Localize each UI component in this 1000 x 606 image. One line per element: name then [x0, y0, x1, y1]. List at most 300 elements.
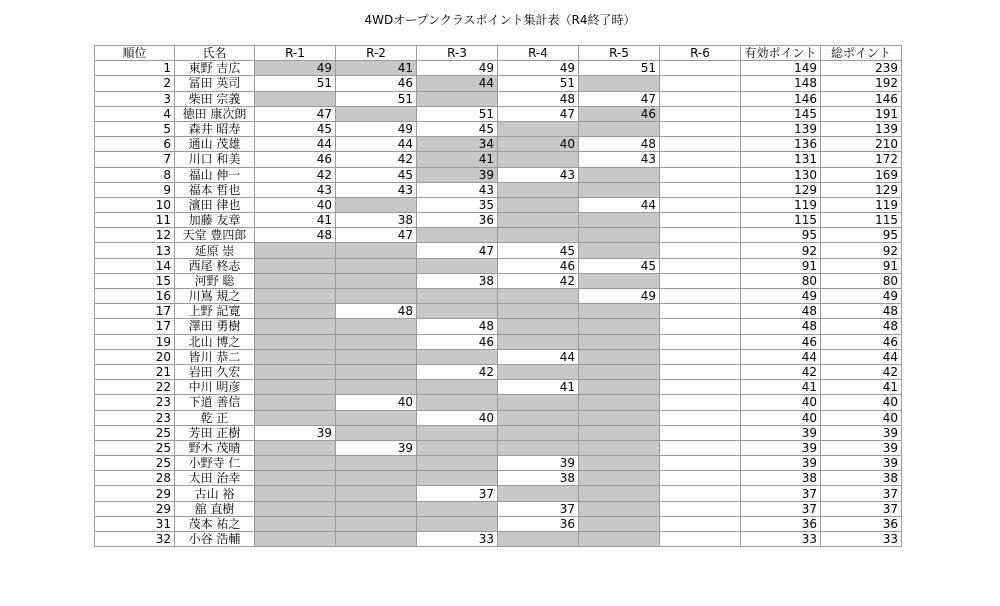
rank-cell: 9 [95, 182, 175, 197]
round-5-cell [579, 334, 660, 349]
round-1-cell: 46 [255, 152, 336, 167]
round-1-cell [255, 395, 336, 410]
round-6-cell [660, 319, 741, 334]
table-row [95, 76, 902, 91]
round-1-cell [255, 364, 336, 379]
round-6-cell [660, 258, 741, 273]
round-3-cell [417, 304, 498, 319]
round-3-cell: 43 [417, 182, 498, 197]
round-6-cell [660, 334, 741, 349]
rank-cell: 17 [95, 319, 175, 334]
effective-points-cell: 38 [741, 471, 821, 486]
round-4-cell: 43 [498, 167, 579, 182]
round-5-cell: 48 [579, 137, 660, 152]
round-3-cell: 44 [417, 76, 498, 91]
table-row [95, 106, 902, 121]
name-cell: 下道 善信 [175, 395, 255, 410]
round-2-cell [336, 532, 417, 547]
name-cell: 野木 茂晴 [175, 440, 255, 455]
round-3-cell: 33 [417, 532, 498, 547]
round-1-cell: 40 [255, 197, 336, 212]
round-6-cell [660, 456, 741, 471]
effective-points-cell: 41 [741, 380, 821, 395]
name-cell: 西尾 柊志 [175, 258, 255, 273]
total-points-cell: 129 [821, 182, 902, 197]
round-3-cell: 36 [417, 213, 498, 228]
effective-points-cell: 131 [741, 152, 821, 167]
total-points-cell: 48 [821, 304, 902, 319]
effective-points-cell: 40 [741, 410, 821, 425]
round-2-cell [336, 501, 417, 516]
name-cell: 小野寺 仁 [175, 456, 255, 471]
round-5-cell: 44 [579, 197, 660, 212]
round-1-cell: 39 [255, 425, 336, 440]
round-3-cell: 48 [417, 319, 498, 334]
round-3-cell: 38 [417, 273, 498, 288]
rank-cell: 23 [95, 410, 175, 425]
effective-points-cell: 119 [741, 197, 821, 212]
round-4-cell: 44 [498, 349, 579, 364]
header-row [95, 46, 902, 61]
table-row [95, 167, 902, 182]
round-6-cell [660, 243, 741, 258]
round-1-cell [255, 486, 336, 501]
round-6-cell [660, 61, 741, 76]
effective-points-cell: 48 [741, 319, 821, 334]
round-2-cell: 51 [336, 91, 417, 106]
name-cell: 森井 昭寿 [175, 121, 255, 136]
round-2-cell [336, 106, 417, 121]
rank-cell: 25 [95, 440, 175, 455]
table-row [95, 137, 902, 152]
round-3-cell: 45 [417, 121, 498, 136]
total-points-cell: 46 [821, 334, 902, 349]
round-1-cell: 42 [255, 167, 336, 182]
round-4-cell [498, 364, 579, 379]
effective-points-cell: 80 [741, 273, 821, 288]
name-cell: 濱田 律也 [175, 197, 255, 212]
round-2-cell [336, 349, 417, 364]
rank-cell: 20 [95, 349, 175, 364]
round-1-cell [255, 532, 336, 547]
round-2-cell: 48 [336, 304, 417, 319]
rank-cell: 31 [95, 516, 175, 531]
round-4-cell: 36 [498, 516, 579, 531]
round-4-cell [498, 289, 579, 304]
round-6-cell [660, 289, 741, 304]
round-5-cell [579, 319, 660, 334]
name-cell: 太田 治幸 [175, 471, 255, 486]
total-points-cell: 49 [821, 289, 902, 304]
round-6-cell [660, 364, 741, 379]
table-row [95, 334, 902, 349]
total-points-cell: 40 [821, 410, 902, 425]
effective-points-cell: 36 [741, 516, 821, 531]
rank-cell: 29 [95, 486, 175, 501]
round-6-cell [660, 273, 741, 288]
round-2-cell [336, 486, 417, 501]
effective-points-cell: 42 [741, 364, 821, 379]
name-cell: 福本 哲也 [175, 182, 255, 197]
table-row [95, 258, 902, 273]
round-5-cell: 47 [579, 91, 660, 106]
round-5-cell [579, 380, 660, 395]
rank-cell: 3 [95, 91, 175, 106]
total-points-cell: 139 [821, 121, 902, 136]
header-name: 氏名 [175, 46, 255, 61]
table-row [95, 228, 902, 243]
round-4-cell [498, 410, 579, 425]
round-2-cell: 41 [336, 61, 417, 76]
round-5-cell [579, 395, 660, 410]
round-6-cell [660, 76, 741, 91]
total-points-cell: 33 [821, 532, 902, 547]
round-3-cell [417, 456, 498, 471]
table-body [95, 61, 902, 547]
round-6-cell [660, 380, 741, 395]
round-1-cell [255, 91, 336, 106]
table-row [95, 273, 902, 288]
round-6-cell [660, 197, 741, 212]
round-5-cell [579, 228, 660, 243]
round-2-cell: 44 [336, 137, 417, 152]
rank-cell: 16 [95, 289, 175, 304]
total-points-cell: 210 [821, 137, 902, 152]
rank-cell: 8 [95, 167, 175, 182]
name-cell: 古山 裕 [175, 486, 255, 501]
round-6-cell [660, 395, 741, 410]
effective-points-cell: 136 [741, 137, 821, 152]
effective-points-cell: 149 [741, 61, 821, 76]
round-6-cell [660, 349, 741, 364]
round-1-cell [255, 304, 336, 319]
header-r3: R-3 [417, 46, 498, 61]
round-4-cell: 51 [498, 76, 579, 91]
name-cell: 岩田 久宏 [175, 364, 255, 379]
round-2-cell [336, 410, 417, 425]
name-cell: 皆川 恭二 [175, 349, 255, 364]
total-points-cell: 41 [821, 380, 902, 395]
name-cell: 東野 吉広 [175, 61, 255, 76]
table-row [95, 516, 902, 531]
effective-points-cell: 44 [741, 349, 821, 364]
rank-cell: 5 [95, 121, 175, 136]
effective-points-cell: 49 [741, 289, 821, 304]
round-5-cell [579, 213, 660, 228]
round-4-cell [498, 486, 579, 501]
header-r1: R-1 [255, 46, 336, 61]
round-3-cell [417, 501, 498, 516]
round-1-cell [255, 471, 336, 486]
round-3-cell [417, 425, 498, 440]
effective-points-cell: 145 [741, 106, 821, 121]
round-1-cell: 41 [255, 213, 336, 228]
effective-points-cell: 115 [741, 213, 821, 228]
name-cell: 川口 和美 [175, 152, 255, 167]
total-points-cell: 39 [821, 456, 902, 471]
table-row [95, 410, 902, 425]
effective-points-cell: 39 [741, 456, 821, 471]
round-6-cell [660, 106, 741, 121]
round-2-cell: 43 [336, 182, 417, 197]
table-row [95, 197, 902, 212]
name-cell: 乾 正 [175, 410, 255, 425]
round-2-cell [336, 364, 417, 379]
rank-cell: 10 [95, 197, 175, 212]
table-row [95, 380, 902, 395]
name-cell: 上野 記寛 [175, 304, 255, 319]
rank-cell: 21 [95, 364, 175, 379]
round-6-cell [660, 501, 741, 516]
round-1-cell [255, 440, 336, 455]
name-cell: 芳田 正樹 [175, 425, 255, 440]
total-points-cell: 169 [821, 167, 902, 182]
rank-cell: 12 [95, 228, 175, 243]
name-cell: 天堂 豊四郎 [175, 228, 255, 243]
round-3-cell: 49 [417, 61, 498, 76]
round-4-cell [498, 532, 579, 547]
round-5-cell [579, 486, 660, 501]
total-points-cell: 172 [821, 152, 902, 167]
round-6-cell [660, 213, 741, 228]
round-3-cell [417, 380, 498, 395]
round-5-cell [579, 304, 660, 319]
rank-cell: 25 [95, 456, 175, 471]
round-1-cell [255, 456, 336, 471]
round-2-cell: 46 [336, 76, 417, 91]
effective-points-cell: 95 [741, 228, 821, 243]
name-cell: 河野 聡 [175, 273, 255, 288]
name-cell: 通山 茂雄 [175, 137, 255, 152]
round-4-cell [498, 152, 579, 167]
round-3-cell: 34 [417, 137, 498, 152]
round-6-cell [660, 137, 741, 152]
round-6-cell [660, 486, 741, 501]
header-total-points: 総ポイント [821, 46, 902, 61]
effective-points-cell: 39 [741, 425, 821, 440]
total-points-cell: 239 [821, 61, 902, 76]
round-2-cell [336, 258, 417, 273]
round-5-cell [579, 76, 660, 91]
rank-cell: 13 [95, 243, 175, 258]
rank-cell: 17 [95, 304, 175, 319]
rank-cell: 15 [95, 273, 175, 288]
round-6-cell [660, 440, 741, 455]
round-3-cell: 37 [417, 486, 498, 501]
table-row [95, 289, 902, 304]
table-row [95, 152, 902, 167]
name-cell: 福山 伸一 [175, 167, 255, 182]
round-1-cell: 47 [255, 106, 336, 121]
round-5-cell: 43 [579, 152, 660, 167]
total-points-cell: 115 [821, 213, 902, 228]
round-5-cell [579, 121, 660, 136]
effective-points-cell: 33 [741, 532, 821, 547]
header-r4: R-4 [498, 46, 579, 61]
round-6-cell [660, 167, 741, 182]
round-3-cell [417, 289, 498, 304]
round-3-cell: 35 [417, 197, 498, 212]
round-5-cell [579, 516, 660, 531]
round-3-cell [417, 395, 498, 410]
table-row [95, 319, 902, 334]
total-points-cell: 40 [821, 395, 902, 410]
round-3-cell: 46 [417, 334, 498, 349]
round-2-cell [336, 516, 417, 531]
table-row [95, 91, 902, 106]
table-row [95, 501, 902, 516]
rank-cell: 25 [95, 425, 175, 440]
table-row [95, 471, 902, 486]
header-effective-points: 有効ポイント [741, 46, 821, 61]
round-5-cell [579, 410, 660, 425]
round-5-cell [579, 501, 660, 516]
round-1-cell: 44 [255, 137, 336, 152]
header-rank: 順位 [95, 46, 175, 61]
total-points-cell: 39 [821, 425, 902, 440]
round-1-cell: 48 [255, 228, 336, 243]
total-points-cell: 42 [821, 364, 902, 379]
rank-cell: 28 [95, 471, 175, 486]
round-1-cell [255, 273, 336, 288]
round-2-cell [336, 425, 417, 440]
total-points-cell: 39 [821, 440, 902, 455]
round-4-cell [498, 121, 579, 136]
rank-cell: 32 [95, 532, 175, 547]
round-5-cell [579, 364, 660, 379]
effective-points-cell: 91 [741, 258, 821, 273]
table-row [95, 304, 902, 319]
table-row [95, 364, 902, 379]
header-r2: R-2 [336, 46, 417, 61]
round-2-cell [336, 243, 417, 258]
round-5-cell [579, 167, 660, 182]
round-4-cell: 39 [498, 456, 579, 471]
round-3-cell: 42 [417, 364, 498, 379]
round-6-cell [660, 471, 741, 486]
round-4-cell [498, 182, 579, 197]
round-1-cell: 49 [255, 61, 336, 76]
table-row [95, 243, 902, 258]
rank-cell: 2 [95, 76, 175, 91]
table-row [95, 440, 902, 455]
round-6-cell [660, 304, 741, 319]
effective-points-cell: 146 [741, 91, 821, 106]
table-row [95, 213, 902, 228]
effective-points-cell: 129 [741, 182, 821, 197]
name-cell: 川嶌 規之 [175, 289, 255, 304]
table-row [95, 395, 902, 410]
round-5-cell [579, 440, 660, 455]
rank-cell: 7 [95, 152, 175, 167]
round-3-cell [417, 349, 498, 364]
total-points-cell: 91 [821, 258, 902, 273]
rank-cell: 11 [95, 213, 175, 228]
round-3-cell [417, 228, 498, 243]
effective-points-cell: 40 [741, 395, 821, 410]
round-2-cell [336, 197, 417, 212]
name-cell: 茂本 祐之 [175, 516, 255, 531]
round-5-cell: 51 [579, 61, 660, 76]
effective-points-cell: 48 [741, 304, 821, 319]
round-4-cell: 38 [498, 471, 579, 486]
round-6-cell [660, 425, 741, 440]
effective-points-cell: 148 [741, 76, 821, 91]
round-5-cell [579, 273, 660, 288]
round-6-cell [660, 516, 741, 531]
round-5-cell: 46 [579, 106, 660, 121]
round-2-cell: 42 [336, 152, 417, 167]
round-3-cell: 47 [417, 243, 498, 258]
rank-cell: 22 [95, 380, 175, 395]
rank-cell: 23 [95, 395, 175, 410]
name-cell: 澤田 勇樹 [175, 319, 255, 334]
table-row [95, 121, 902, 136]
sheet-title: 4WDオープンクラスポイント集計表（R4終了時） [364, 13, 636, 27]
name-cell: 舘 直樹 [175, 501, 255, 516]
points-table [94, 45, 902, 547]
round-4-cell: 45 [498, 243, 579, 258]
round-2-cell: 40 [336, 395, 417, 410]
round-2-cell: 45 [336, 167, 417, 182]
round-3-cell: 51 [417, 106, 498, 121]
round-3-cell: 39 [417, 167, 498, 182]
round-2-cell [336, 273, 417, 288]
round-2-cell [336, 334, 417, 349]
round-3-cell [417, 91, 498, 106]
header-r6: R-6 [660, 46, 741, 61]
effective-points-cell: 46 [741, 334, 821, 349]
round-2-cell [336, 380, 417, 395]
round-3-cell: 40 [417, 410, 498, 425]
round-4-cell [498, 440, 579, 455]
round-4-cell: 46 [498, 258, 579, 273]
round-4-cell: 49 [498, 61, 579, 76]
round-6-cell [660, 228, 741, 243]
round-5-cell: 45 [579, 258, 660, 273]
round-3-cell [417, 516, 498, 531]
total-points-cell: 191 [821, 106, 902, 121]
round-6-cell [660, 121, 741, 136]
table-row [95, 61, 902, 76]
total-points-cell: 192 [821, 76, 902, 91]
name-cell: 小谷 浩輔 [175, 532, 255, 547]
total-points-cell: 37 [821, 486, 902, 501]
round-2-cell: 49 [336, 121, 417, 136]
round-4-cell [498, 425, 579, 440]
round-1-cell [255, 243, 336, 258]
total-points-cell: 95 [821, 228, 902, 243]
round-4-cell [498, 228, 579, 243]
round-1-cell: 45 [255, 121, 336, 136]
name-cell: 北山 博之 [175, 334, 255, 349]
round-4-cell [498, 395, 579, 410]
round-1-cell [255, 334, 336, 349]
round-4-cell: 42 [498, 273, 579, 288]
round-6-cell [660, 91, 741, 106]
name-cell: 徳田 康次朗 [175, 106, 255, 121]
round-2-cell [336, 289, 417, 304]
round-6-cell [660, 182, 741, 197]
name-cell: 冨田 英司 [175, 76, 255, 91]
round-2-cell: 38 [336, 213, 417, 228]
effective-points-cell: 37 [741, 486, 821, 501]
total-points-cell: 80 [821, 273, 902, 288]
effective-points-cell: 92 [741, 243, 821, 258]
total-points-cell: 36 [821, 516, 902, 531]
round-3-cell [417, 258, 498, 273]
round-2-cell: 47 [336, 228, 417, 243]
